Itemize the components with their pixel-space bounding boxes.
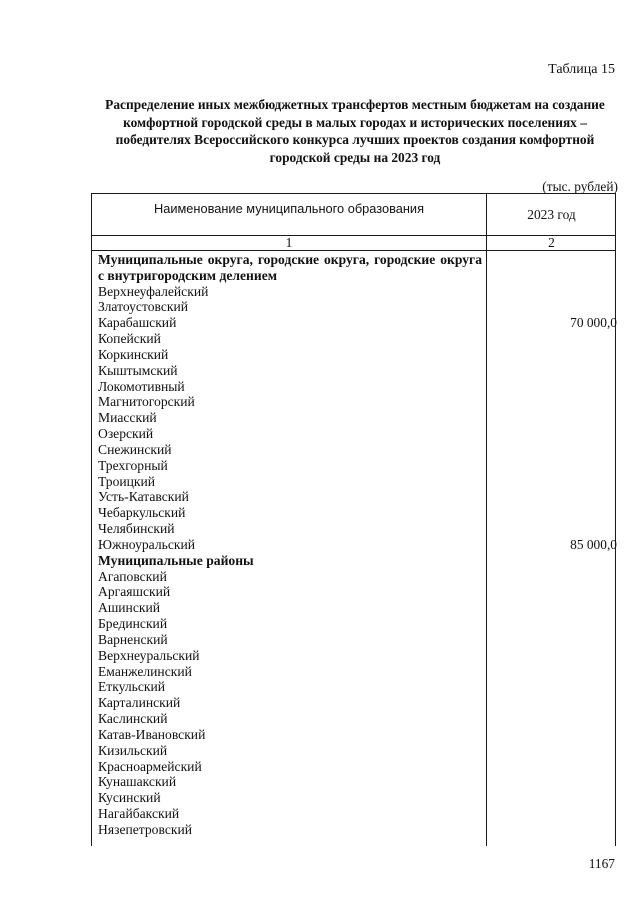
page-number: 1167	[588, 856, 615, 871]
municipality-name: Южноуральский	[98, 536, 196, 552]
table-row	[92, 584, 617, 600]
table-label: Таблица 15	[548, 62, 615, 77]
table-row	[92, 569, 617, 585]
table-body	[92, 252, 617, 838]
municipality-name: Кизильский	[98, 742, 168, 758]
table-row	[92, 616, 617, 632]
table-row	[92, 727, 617, 743]
amount-value: 85 000,0	[570, 536, 617, 552]
municipality-name: Нагайбакский	[98, 805, 180, 821]
municipality-name: Кусинский	[98, 790, 161, 806]
municipality-name: Кунашакский	[98, 774, 177, 790]
municipality-name: Чебаркульский	[98, 505, 186, 521]
table-row	[92, 410, 617, 426]
table-row	[92, 711, 617, 727]
table-row	[92, 759, 617, 775]
table-row	[92, 664, 617, 680]
table-group-row	[92, 252, 617, 284]
table-row	[92, 505, 617, 521]
municipality-name: Катав-Ивановский	[98, 726, 206, 742]
municipality-name: Челябинский	[98, 521, 175, 537]
municipality-name: Нязепетровский	[98, 821, 193, 837]
municipality-name: Красноармейский	[98, 758, 202, 774]
municipality-name: Златоустовский	[98, 299, 189, 315]
group-heading: Муниципальные районы	[98, 552, 254, 568]
numbering-divider	[92, 250, 615, 251]
table-group-row	[92, 553, 617, 569]
transfers-table	[91, 193, 616, 846]
municipality-name: Ашинский	[98, 600, 161, 616]
table-row	[92, 521, 617, 537]
municipality-name: Верхнеуфалейский	[98, 283, 209, 299]
table-row	[92, 315, 617, 331]
table-row	[92, 284, 617, 300]
municipality-name: Верхнеуральский	[98, 647, 200, 663]
table-row	[92, 774, 617, 790]
municipality-name: Брединский	[98, 616, 168, 632]
document-title: Распределение иных межбюджетных трансфертов местным бюджетам на создание комфортной городской среды в малых городах и исторических поселениях – победителях Всероссийского конкурса лучших проектов создания комфортной городской среды на 2023 год	[105, 97, 605, 165]
municipality-name: Аргаяшский	[98, 584, 171, 600]
table-row	[92, 347, 617, 363]
table-row	[92, 394, 617, 410]
municipality-name: Магнитогорский	[98, 394, 195, 410]
header-municipality: Наименование муниципального образования	[153, 201, 424, 216]
municipality-name: Карталинский	[98, 695, 181, 711]
table-row	[92, 379, 617, 395]
municipality-name: Локомотивный	[98, 378, 185, 394]
table-row	[92, 600, 617, 616]
municipality-name: Миасский	[98, 410, 157, 426]
municipality-name: Каслинский	[98, 711, 168, 727]
table-row	[92, 537, 617, 553]
table-row	[92, 648, 617, 664]
municipality-name: Троицкий	[98, 473, 156, 489]
municipality-name: Копейский	[98, 331, 161, 347]
column-number-2: 2	[548, 235, 555, 250]
municipality-name: Трехгорный	[98, 457, 168, 473]
municipality-name: Агаповский	[98, 568, 167, 584]
table-row	[92, 790, 617, 806]
table-row	[92, 679, 617, 695]
table-row	[92, 442, 617, 458]
table-row	[92, 363, 617, 379]
municipality-name: Усть-Катавский	[98, 489, 189, 505]
municipality-name: Кыштымский	[98, 362, 178, 378]
table-row	[92, 489, 617, 505]
table-row	[92, 806, 617, 822]
municipality-name: Еманжелинский	[98, 663, 192, 679]
table-row	[92, 743, 617, 759]
table-row	[92, 331, 617, 347]
group-heading: Муниципальные округа, городские округа, городские округа с внутригородским делением	[98, 252, 482, 283]
table-row	[92, 474, 617, 490]
column-number-1: 1	[285, 235, 293, 250]
municipality-name: Снежинский	[98, 441, 172, 457]
municipality-name: Варненский	[98, 631, 168, 647]
table-row	[92, 299, 617, 315]
table-row	[92, 632, 617, 648]
table-row	[92, 426, 617, 442]
municipality-name: Коркинский	[98, 346, 169, 362]
municipality-name: Еткульский	[98, 679, 166, 695]
table-row	[92, 695, 617, 711]
header-year: 2023 год	[527, 207, 576, 222]
amount-value: 70 000,0	[570, 315, 617, 331]
units-note: (тыс. рублей)	[542, 179, 618, 194]
table-row	[92, 458, 617, 474]
municipality-name: Озерский	[98, 426, 154, 442]
municipality-name: Карабашский	[98, 315, 177, 331]
table-row	[92, 822, 617, 838]
